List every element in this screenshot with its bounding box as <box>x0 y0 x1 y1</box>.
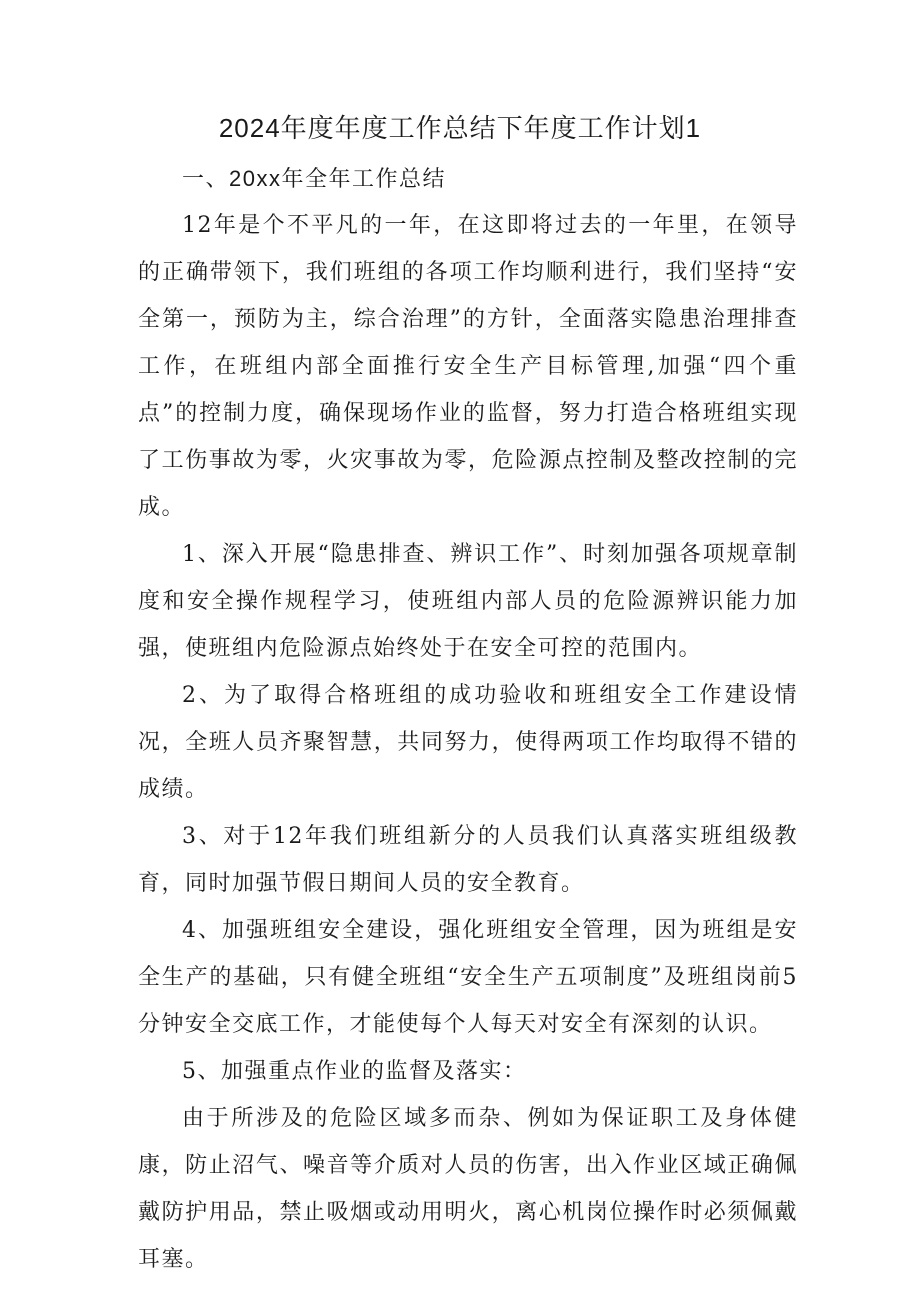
document-title: 2024年度年度工作总结下年度工作计划1 <box>218 113 702 143</box>
section-heading: 一、20xx年全年工作总结 <box>182 166 446 191</box>
document-body <box>138 155 798 1283</box>
paragraph-item-1: 1、深入开展“隐患排查、辨识工作”、时刻加强各项规章制度和安全操作规程学习，使班组内部人员的危险源辨识能力加强，使班组内危险源点始终处于在安全可控的范围内。 <box>138 542 798 661</box>
paragraph-item-3: 3、对于12年我们班组新分的人员我们认真落实班组级教育，同时加强节假日期间人员的安全教育。 <box>138 824 798 896</box>
paragraph-item-4: 4、加强班组安全建设，强化班组安全管理，因为班组是安全生产的基础，只有健全班组“安全生产五项制度”及班组岗前5分钟安全交底工作，才能使每个人每天对安全有深刻的认识。 <box>138 918 798 1037</box>
paragraph-item-5-detail: 由于所涉及的危险区域多而杂、例如为保证职工及身体健康，防止沼气、噪音等介质对人员的伤害，出入作业区域正确佩戴防护用品，禁止吸烟或动用明火，离心机岗位操作时必须佩戴耳塞。 <box>138 1106 798 1272</box>
paragraph-item-5: 5、加强重点作业的监督及落实： <box>182 1059 527 1084</box>
paragraph-intro: 12年是个不平凡的一年，在这即将过去的一年里，在领导的正确带领下，我们班组的各项工作均顺利进行，我们坚持“安全第一，预防为主，综合治理”的方针，全面落实隐患治理排查工作，在班组内部全面推行安全生产目标管理,加强“四个重点”的控制力度，确保现场作业的监督，努力打造合格班组实现了工伤事故为零，火灾事故为零，危险源点控制及整改控制的完成。 <box>138 213 798 520</box>
paragraph-item-2: 2、为了取得合格班组的成功验收和班组安全工作建设情况，全班人员齐聚智慧，共同努力，使得两项工作均取得不错的成绩。 <box>138 683 798 802</box>
